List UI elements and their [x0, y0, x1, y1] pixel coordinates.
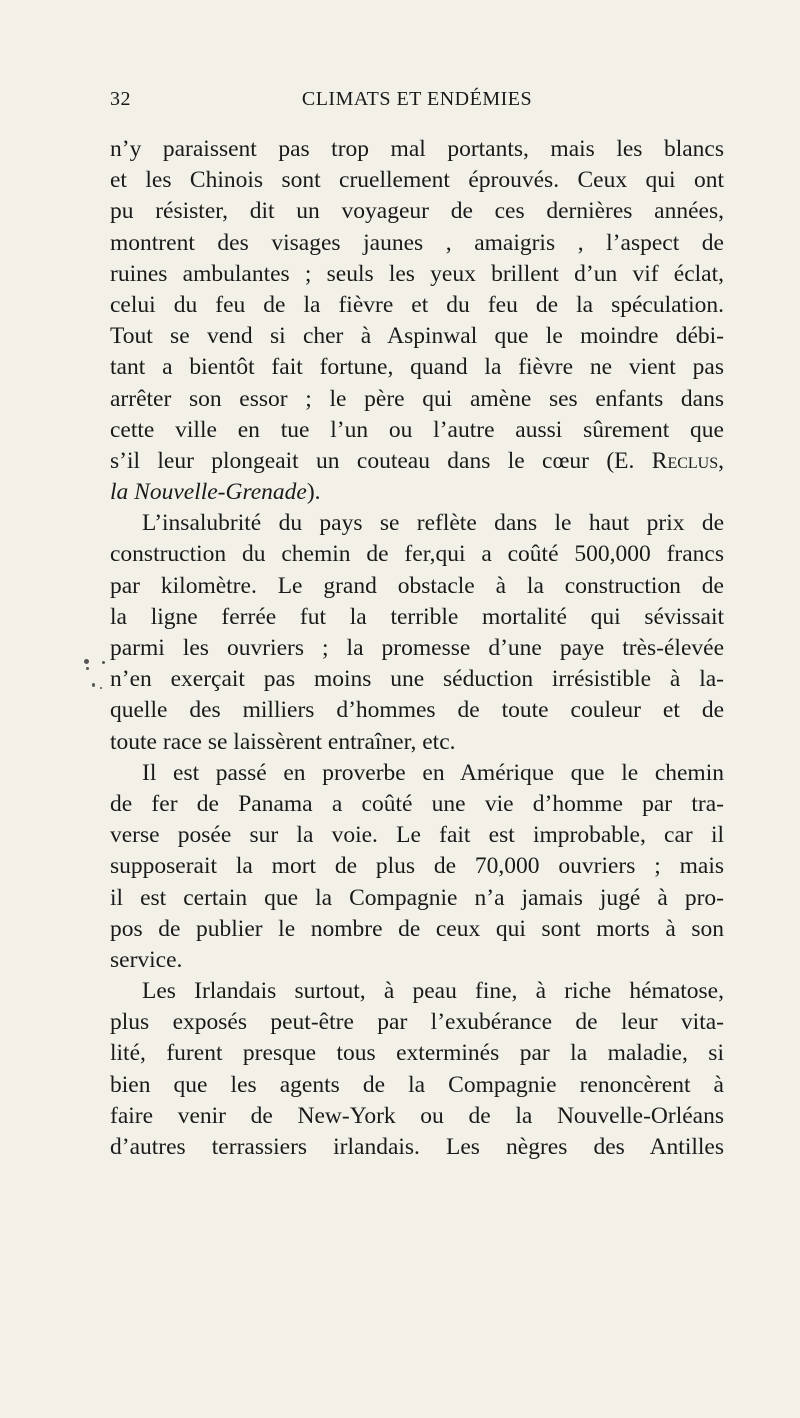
work-title: la Nouvelle-Grenade: [110, 479, 307, 506]
text-line: parmi les ouvriers ; la promesse d’une paye très-élevée: [110, 635, 724, 661]
text-line: tant a bientôt fait fortune, quand la fièvre ne vient pas: [110, 354, 724, 381]
text-line: construction du chemin de fer,qui a coûté 500,000 francs: [110, 541, 724, 568]
text-line: quelle des milliers d’hommes de toute couleur et de: [110, 697, 724, 724]
author-name: Reclus,: [651, 447, 724, 474]
text-line: ruines ambulantes ; seuls les yeux brillent d’un vif éclat,: [110, 260, 724, 287]
text-line: faire venir de New-York ou de la Nouvelle-Orléans: [110, 1102, 724, 1129]
text-line: n’y paraissent pas trop mal portants, mais les blancs: [110, 136, 724, 162]
text-line: et les Chinois sont cruellement éprouvés. Ceux qui ont: [110, 167, 724, 194]
text-line: de fer de Panama a coûté une vie d’homme par tra-: [110, 790, 724, 817]
text-line: verse posée sur la voie. Le fait est improbable, car il: [110, 822, 724, 849]
text-line-citation-end: [110, 477, 724, 508]
text-segment: s’il leur plongeait un couteau dans le cœur (E.: [110, 447, 652, 474]
text-line: cette ville en tue l’un ou l’autre aussi sûrement que: [110, 416, 724, 443]
text-line: toute race se laissèrent entraîner, etc.: [110, 728, 456, 755]
text-line: arrêter son essor ; le père qui amène ses enfants dans: [110, 385, 724, 412]
text-line: il est certain que la Compagnie n’a jamais jugé à pro-: [110, 884, 724, 911]
paragraph-start: L’insalubrité du pays se reflète dans le haut prix de: [142, 510, 724, 537]
paragraph-start: Les Irlandais surtout, à peau fine, à riche hématose,: [142, 978, 724, 1005]
text-line: Tout se vend si cher à Aspinwal que le moindre débi-: [110, 323, 724, 350]
paragraph-start: Il est passé en proverbe en Amérique que le chemin: [142, 759, 724, 786]
text-line: par kilomètre. Le grand obstacle à la construction de: [110, 572, 724, 599]
text-line: pos de publier le nombre de ceux qui sont morts à son: [110, 915, 724, 942]
text-segment: ).: [306, 479, 321, 506]
text-line: plus exposés peut-être par l’exubérance de leur vita-: [110, 1009, 724, 1036]
text-line: bien que les agents de la Compagnie renoncèrent à: [110, 1071, 724, 1098]
text-line: supposerait la mort de plus de 70,000 ouvriers ; mais: [110, 853, 724, 880]
text-line-citation: [110, 446, 724, 477]
body-text: [110, 134, 724, 1163]
margin-specks: [82, 655, 108, 695]
text-line: n’en exerçait pas moins une séduction irrésistible à la-: [110, 666, 724, 693]
running-title: CLIMATS ET ENDÉMIES: [301, 88, 533, 110]
text-line: montrent des visages jaunes , amaigris , l’aspect de: [110, 229, 724, 256]
page-header: [110, 88, 724, 114]
text-line: celui du feu de la fièvre et du feu de la spéculation.: [110, 291, 724, 318]
text-line: la ligne ferrée fut la terrible mortalité qui sévissait: [110, 603, 724, 630]
text-line: d’autres terrassiers irlandais. Les nègres des Antilles: [110, 1134, 724, 1160]
text-line: lité, furent presque tous exterminés par la maladie, si: [110, 1040, 724, 1067]
page-number: 32: [110, 88, 131, 110]
text-line: service.: [110, 946, 183, 973]
text-line: pu résister, dit un voyageur de ces dernières années,: [110, 198, 724, 225]
